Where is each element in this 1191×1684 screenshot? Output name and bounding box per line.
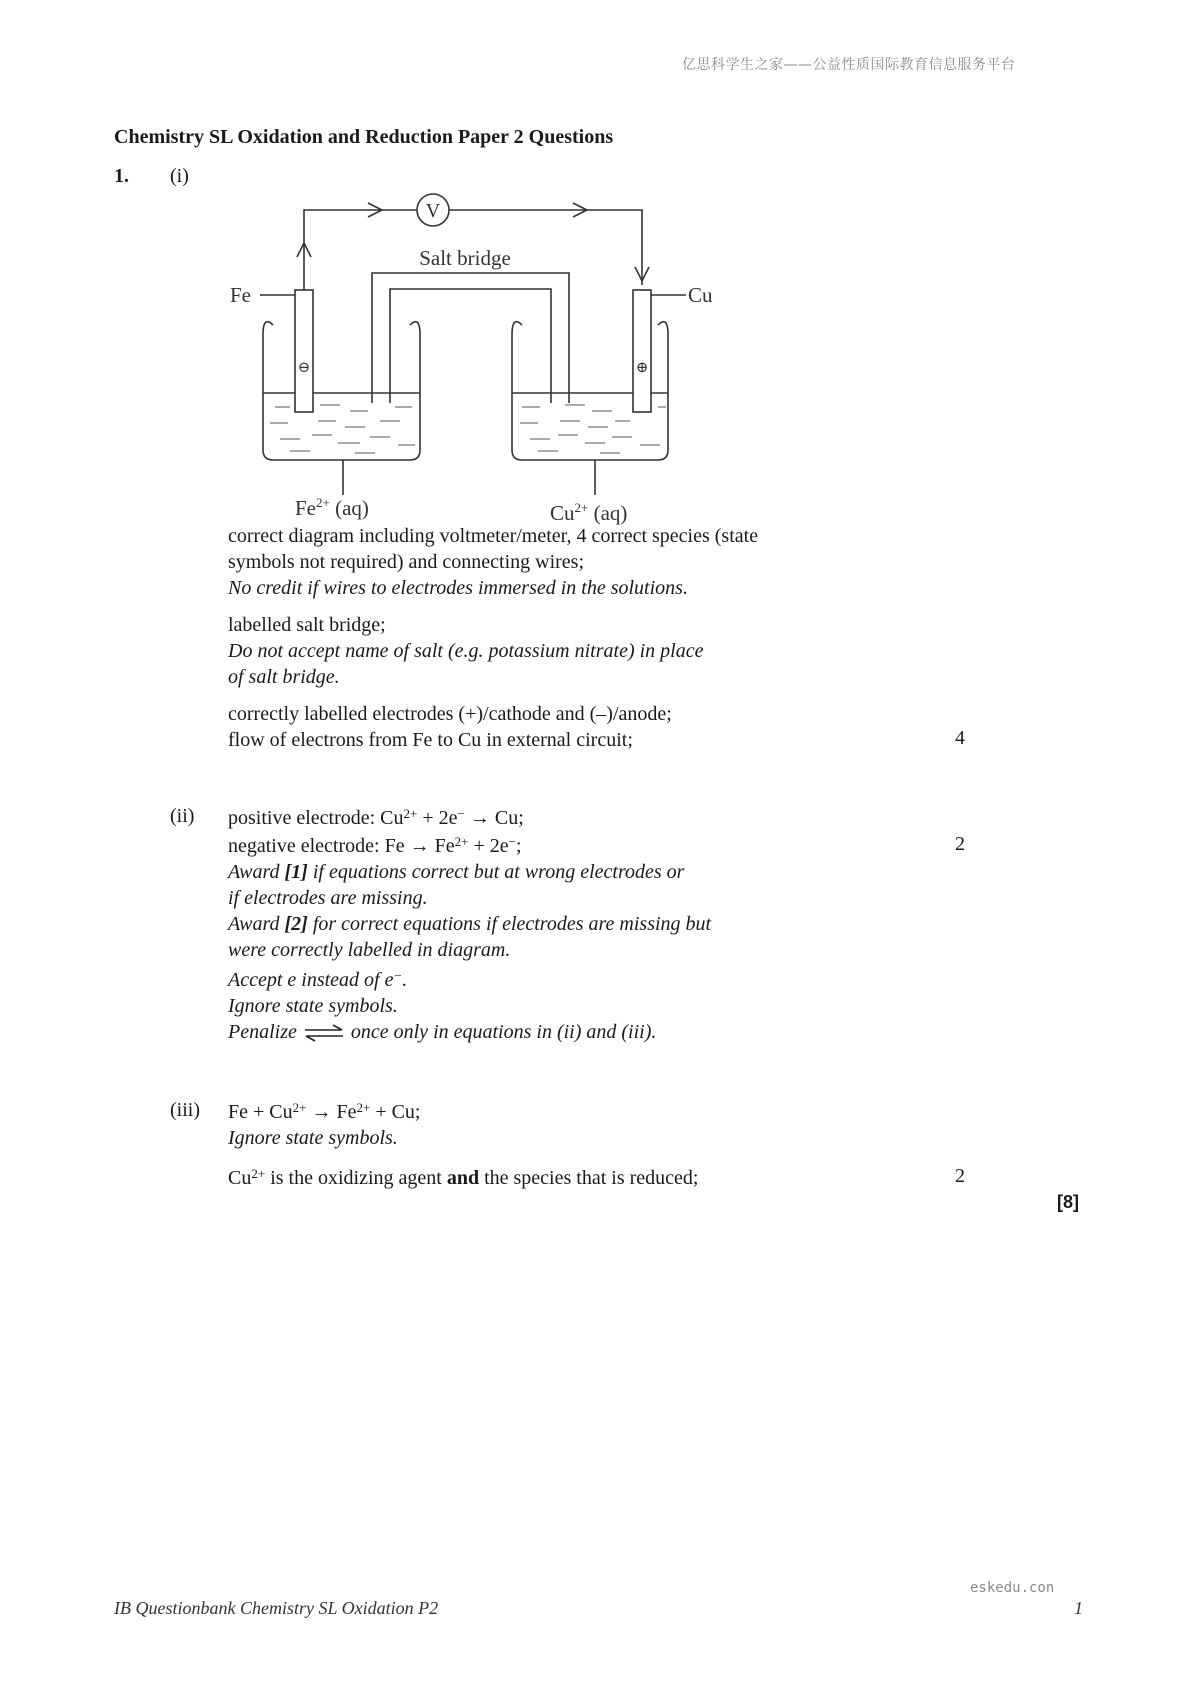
page-title: Chemistry SL Oxidation and Reduction Paper 2 Questions bbox=[114, 126, 614, 148]
salt-bridge-inner bbox=[390, 289, 551, 403]
left-wire bbox=[304, 210, 417, 295]
part-i-text-5: flow of electrons from Fe to Cu in external circuit; bbox=[228, 729, 633, 751]
part-i-marks: 4 bbox=[955, 727, 965, 749]
fe-electrode bbox=[295, 290, 313, 412]
part-ii-ignore: Ignore state symbols. bbox=[228, 995, 398, 1017]
overall-equation: $Fe + Cu^{2+} \to Fe^{2+} + Cu$; bbox=[228, 1100, 421, 1123]
part-iii-ignore: Ignore state symbols. bbox=[228, 1127, 398, 1149]
part-iii-marks: 2 bbox=[955, 1165, 965, 1187]
part-i-text-4: correctly labelled electrodes (+)/cathode and (–)/anode; bbox=[228, 703, 672, 725]
part-iii-label: (iii) bbox=[170, 1099, 200, 1121]
part-ii-label: (ii) bbox=[170, 805, 195, 827]
header-watermark: 亿思科学生之家——公益性质国际教育信息服务平台 bbox=[682, 57, 1016, 73]
part-i-note-1: No credit if wires to electrodes immersed in the solutions. bbox=[228, 577, 688, 599]
positive-sign-icon: ⊕ bbox=[635, 360, 649, 376]
negative-electrode-equation: negative electrode: $Fe \to Fe^{2+} + 2e^-$; bbox=[228, 834, 522, 857]
part-i-text-3: labelled salt bridge; bbox=[228, 614, 386, 636]
part-ii-award-1: Award [1] if equations correct but at wrong electrodes or bbox=[228, 861, 685, 883]
part-i-text-2: symbols not required) and connecting wires; bbox=[228, 551, 585, 573]
salt-bridge-label: Salt bridge bbox=[419, 246, 511, 270]
page-number: 1 bbox=[1074, 1598, 1083, 1618]
footer-title: IB Questionbank Chemistry SL Oxidation P2 bbox=[114, 1598, 439, 1618]
oxidizing-agent-statement: $Cu^{2+}$ is the oxidizing agent and the species that is reduced; bbox=[228, 1166, 699, 1189]
negative-sign-icon: ⊖ bbox=[297, 360, 311, 376]
voltmeter-label: V bbox=[425, 200, 441, 222]
part-ii-award-1-cont: if electrodes are missing. bbox=[228, 887, 428, 909]
question-number: 1. bbox=[114, 165, 129, 187]
cu-electrode bbox=[633, 290, 651, 412]
cu-electrode-label: Cu bbox=[688, 283, 713, 307]
galvanic-cell-diagram bbox=[220, 185, 730, 525]
footer-watermark: eskedu.con bbox=[970, 1580, 1055, 1596]
total-marks: [8] bbox=[1057, 1192, 1079, 1212]
part-ii-penalize: Penalize once only in equations in (ii) and (iii). bbox=[228, 1021, 657, 1043]
part-i-text-1: correct diagram including voltmeter/meter, 4 correct species (state bbox=[228, 525, 759, 547]
fe-electrode-label: Fe bbox=[230, 283, 251, 307]
fe-solution-label: $Fe^{2+}$ (aq) bbox=[295, 495, 369, 520]
equilibrium-arrows-icon bbox=[303, 1023, 345, 1043]
part-i-note-3: of salt bridge. bbox=[228, 666, 340, 688]
part-ii-accept: Accept e instead of e−. bbox=[228, 968, 408, 991]
part-ii-award-2: Award [2] for correct equations if electrodes are missing but bbox=[228, 913, 712, 935]
part-i-note-2: Do not accept name of salt (e.g. potassium nitrate) in place bbox=[228, 640, 704, 662]
cu-solution-label: $Cu^{2+}$ (aq) bbox=[550, 500, 628, 525]
salt-bridge-outer bbox=[372, 273, 569, 403]
part-ii-marks: 2 bbox=[955, 833, 965, 855]
part-ii-award-2-cont: were correctly labelled in diagram. bbox=[228, 939, 511, 961]
part-i-label: (i) bbox=[170, 165, 189, 187]
positive-electrode-equation: positive electrode: $Cu^{2+} + 2e^- \to Cu$; bbox=[228, 806, 524, 829]
